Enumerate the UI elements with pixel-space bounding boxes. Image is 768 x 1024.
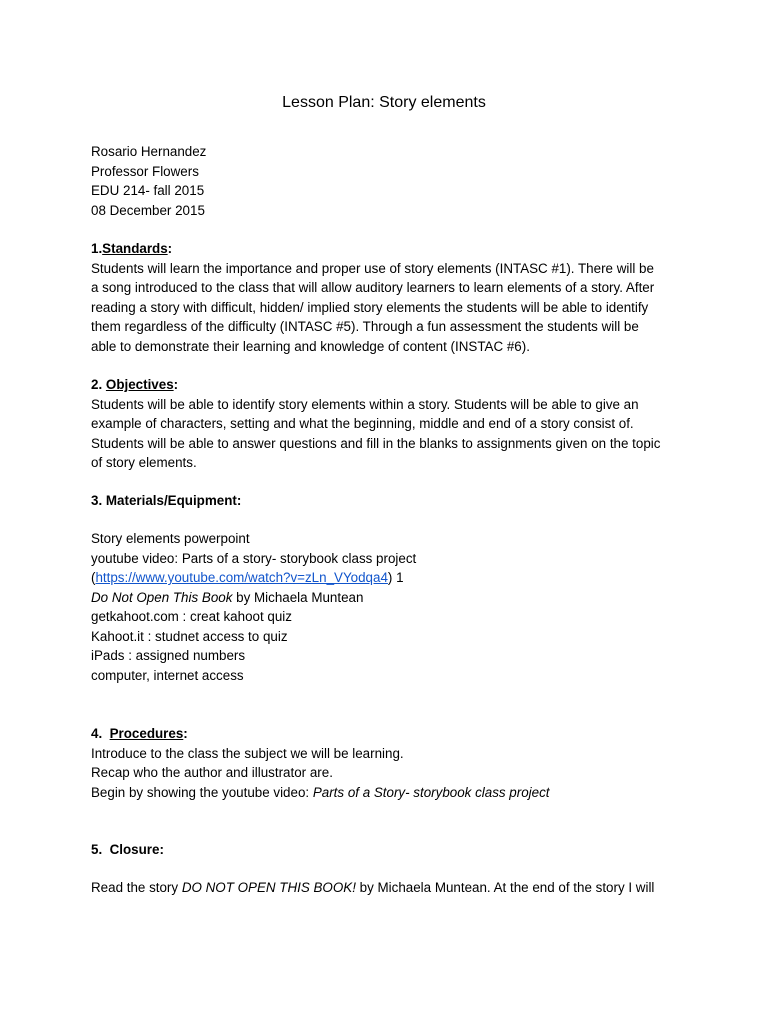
youtube-link[interactable]: https://www.youtube.com/watch?v=zLn_VYodqa4 bbox=[95, 570, 388, 585]
procedures-line: Introduce to the class the subject we will be learning. bbox=[91, 745, 404, 761]
materials-item: iPads : assigned numbers bbox=[91, 648, 246, 663]
standards-label: Standards bbox=[102, 241, 168, 256]
materials-item: Story elements powerpoint bbox=[91, 531, 250, 546]
objectives-section bbox=[91, 375, 691, 473]
materials-list bbox=[91, 529, 691, 685]
materials-item-link-line bbox=[91, 568, 691, 588]
procedures-colon: : bbox=[183, 726, 188, 741]
book-author: by Michaela Muntean bbox=[232, 589, 364, 605]
course-term: EDU 214- fall 2015 bbox=[91, 183, 205, 198]
standards-colon: : bbox=[167, 241, 173, 256]
professor-name: Professor Flowers bbox=[91, 163, 199, 179]
closure-text-end: by Michaela Muntean. At the end of the story I will bbox=[355, 880, 655, 895]
objectives-colon: : bbox=[173, 377, 179, 392]
standards-line: reading a story with difficult, hidden/ implied story elements the students will be able to identify bbox=[91, 299, 649, 315]
document-date: 08 December 2015 bbox=[91, 202, 205, 218]
procedures-number: 4. bbox=[91, 726, 110, 741]
objectives-line: of story elements. bbox=[91, 455, 197, 470]
standards-line: able to demonstrate their learning and knowledge of content (INSTAC #6). bbox=[91, 338, 530, 354]
closure-section bbox=[91, 840, 691, 860]
closure-book-title: DO NOT OPEN THIS BOOK! bbox=[181, 880, 356, 895]
materials-item bbox=[91, 588, 691, 608]
book-title: Do Not Open This Book bbox=[91, 589, 233, 605]
materials-section bbox=[91, 491, 691, 511]
procedures-line bbox=[91, 783, 691, 803]
video-title: Parts of a Story- storybook class project bbox=[312, 784, 550, 800]
standards-line: a song introduced to the class that will allow auditory learners to learn elements of a story. After bbox=[91, 280, 655, 295]
link-close-paren: ) 1 bbox=[387, 570, 404, 585]
standards-number: 1. bbox=[91, 241, 103, 256]
procedures-line: Recap who the author and illustrator are. bbox=[91, 765, 333, 780]
standards-section bbox=[91, 239, 691, 356]
materials-item: getkahoot.com : creat kahoot quiz bbox=[91, 609, 292, 624]
standards-line: Students will learn the importance and proper use of story elements (INTASC #1). There will be bbox=[91, 260, 654, 276]
objectives-label: Objectives bbox=[105, 377, 174, 392]
materials-item: Kahoot.it : studnet access to quiz bbox=[91, 628, 288, 644]
author-name: Rosario Hernandez bbox=[91, 144, 207, 159]
standards-heading bbox=[91, 239, 691, 259]
materials-heading: 3. Materials/Equipment: bbox=[91, 493, 242, 508]
link-open-paren: ( bbox=[91, 570, 96, 585]
objectives-line: Students will be able to identify story elements within a story. Students will be able to give an bbox=[91, 396, 639, 412]
objectives-heading bbox=[91, 375, 691, 395]
objectives-line: Students will be able to answer questions and fill in the blanks to assignments given on the topic bbox=[91, 435, 661, 451]
document-title: Lesson Plan: Story elements bbox=[282, 94, 486, 111]
standards-line: them regardless of the difficulty (INTASC #5). Through a fun assessment the students will be bbox=[91, 319, 639, 334]
procedures-heading bbox=[91, 724, 691, 744]
closure-body bbox=[91, 878, 691, 898]
materials-item: computer, internet access bbox=[91, 667, 244, 683]
materials-item: youtube video: Parts of a story- storybook class project bbox=[91, 550, 417, 566]
author-block bbox=[91, 142, 691, 220]
procedures-label: Procedures bbox=[109, 726, 184, 741]
closure-heading: 5. Closure: bbox=[91, 842, 164, 857]
objectives-number: 2. bbox=[91, 377, 103, 392]
procedures-section bbox=[91, 724, 691, 802]
objectives-line: example of characters, setting and what the beginning, middle and end of a story consist of. bbox=[91, 416, 634, 431]
closure-text-start: Read the story bbox=[91, 880, 182, 895]
procedures-line-text: Begin by showing the youtube video: bbox=[91, 784, 313, 800]
closure-line bbox=[91, 878, 691, 898]
